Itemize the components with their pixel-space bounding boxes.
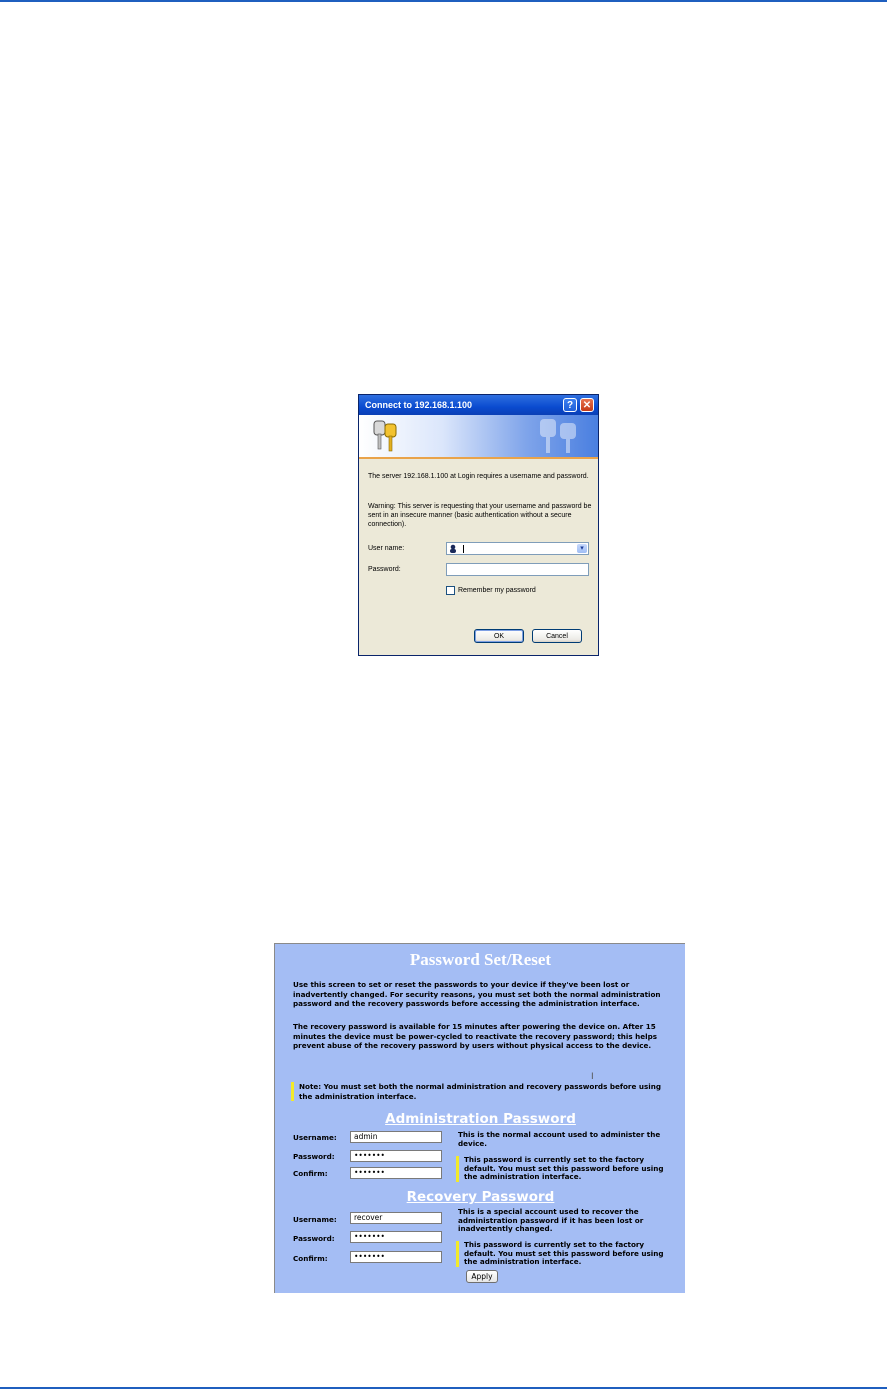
dialog-title: Connect to 192.168.1.100 bbox=[365, 400, 473, 410]
admin-password-input[interactable]: ••••••• bbox=[350, 1150, 442, 1162]
recovery-username-label: Username: bbox=[293, 1215, 337, 1224]
password-input[interactable] bbox=[446, 563, 589, 576]
keys-watermark-icon bbox=[534, 417, 584, 455]
recovery-confirm-input[interactable]: ••••••• bbox=[350, 1251, 442, 1263]
page-title: Password Set/Reset bbox=[409, 950, 552, 969]
help-button[interactable]: ? bbox=[563, 398, 577, 412]
chevron-down-icon[interactable]: ▾ bbox=[577, 544, 587, 553]
recovery-description: This is a special account used to recover the administration password if it has been lost or inadvertently changed. bbox=[458, 1207, 644, 1233]
dialog-titlebar[interactable] bbox=[359, 395, 598, 415]
admin-confirm-label: Confirm: bbox=[293, 1169, 328, 1178]
apply-button[interactable]: Apply bbox=[466, 1270, 498, 1283]
password-label: Password: bbox=[368, 566, 401, 573]
text-cursor-icon: I bbox=[591, 1072, 594, 1082]
admin-username-label: Username: bbox=[293, 1133, 337, 1142]
username-label: User name: bbox=[368, 545, 405, 552]
username-combobox[interactable] bbox=[446, 542, 589, 555]
recovery-password-label: Password: bbox=[293, 1234, 335, 1243]
top-rule bbox=[0, 0, 887, 2]
cancel-button[interactable]: Cancel bbox=[532, 629, 582, 643]
remember-password-label[interactable]: Remember my password bbox=[458, 587, 536, 594]
dialog-warning: Warning: This server is requesting that your username and password be sent in an insecure manner (basic authentication without a secure connection). bbox=[368, 503, 592, 528]
admin-factory-note: This password is currently set to the factory default. You must set this password before using the administration interface. bbox=[456, 1156, 678, 1182]
recovery-password-heading: Recovery Password bbox=[406, 1189, 555, 1205]
dialog-message: The server 192.168.1.100 at Login requires a username and password. bbox=[368, 473, 589, 480]
recovery-info-text: The recovery password is available for 15 minutes after powering the device on. After 15 minutes the device must be power-cycled to reactivate the recovery password; this helps prevent abuse of the recovery password by users without physical access to the device. bbox=[293, 1022, 658, 1050]
close-button[interactable]: ✕ bbox=[580, 398, 594, 412]
recovery-username-input[interactable]: recover bbox=[350, 1212, 442, 1224]
text-caret bbox=[463, 545, 464, 553]
admin-password-label: Password: bbox=[293, 1152, 335, 1161]
intro-text: Use this screen to set or reset the passwords to your device if they've been lost or inadvertently changed. For security reasons, you must set both the normal administration password and the recovery passwords before accessing the administration interface. bbox=[293, 980, 661, 1008]
note-text: Note: You must set both the normal administration and recovery passwords before using the administration interface. bbox=[291, 1082, 676, 1101]
bottom-rule bbox=[0, 1387, 887, 1389]
password-reset-panel bbox=[274, 943, 685, 1293]
admin-description: This is the normal account used to administer the device. bbox=[458, 1130, 661, 1148]
recovery-factory-note: This password is currently set to the factory default. You must set this password before using the administration interface. bbox=[456, 1241, 678, 1267]
login-dialog bbox=[358, 394, 599, 656]
recovery-confirm-label: Confirm: bbox=[293, 1254, 328, 1263]
remember-password-checkbox[interactable] bbox=[446, 586, 455, 595]
admin-confirm-input[interactable]: ••••••• bbox=[350, 1167, 442, 1179]
ok-button[interactable]: OK bbox=[474, 629, 524, 643]
keys-icon bbox=[371, 419, 401, 453]
admin-username-input[interactable]: admin bbox=[350, 1131, 442, 1143]
recovery-password-input[interactable]: ••••••• bbox=[350, 1231, 442, 1243]
dialog-banner bbox=[359, 415, 598, 459]
user-icon bbox=[449, 544, 457, 553]
admin-password-heading: Administration Password bbox=[385, 1111, 576, 1127]
